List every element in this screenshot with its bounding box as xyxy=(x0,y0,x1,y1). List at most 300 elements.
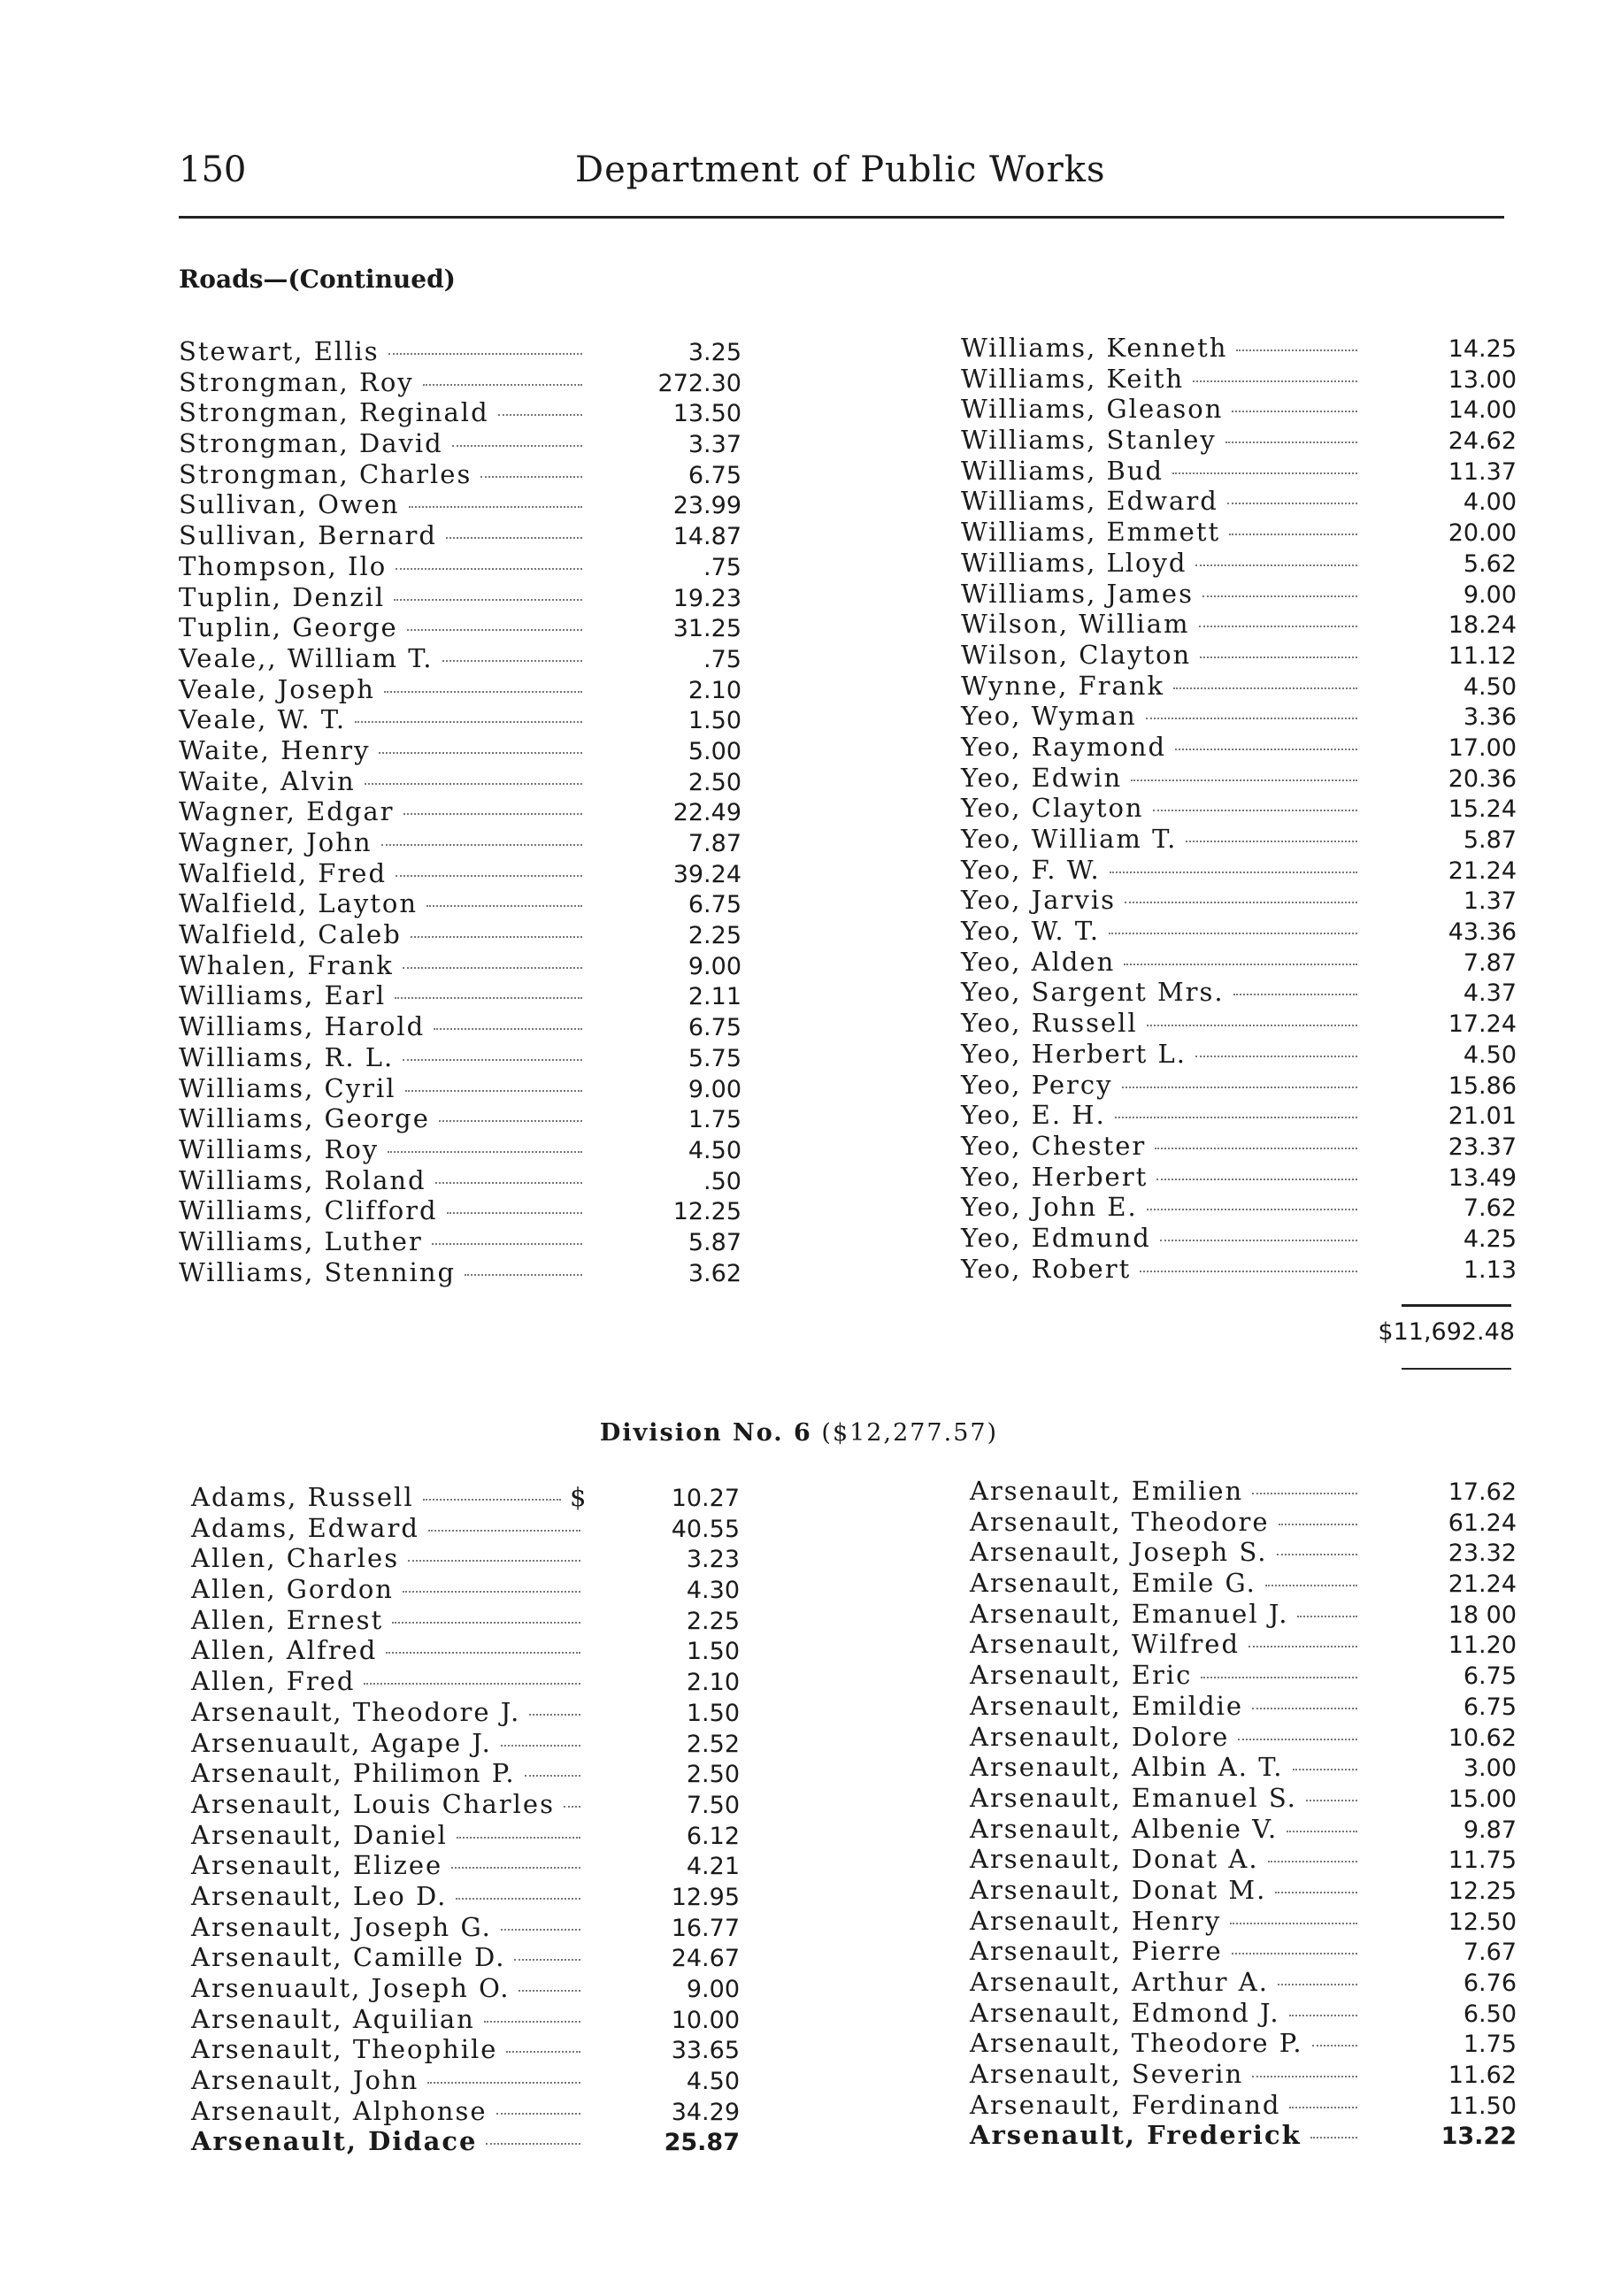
entry-name: Arsenault, Edmond J. xyxy=(970,1997,1280,2028)
list-item xyxy=(191,2096,740,2127)
dot-leader xyxy=(403,967,582,969)
entry-amount: 20.36 xyxy=(1448,764,1517,793)
list-item xyxy=(179,1257,741,1288)
entry-amount: 4.50 xyxy=(1463,1040,1517,1069)
header-rule xyxy=(179,216,1504,219)
list-item xyxy=(179,336,741,367)
dot-leader xyxy=(1268,1861,1357,1862)
entry-amount: 43.36 xyxy=(1448,918,1517,947)
entry-name: Arsenault, Theodore P. xyxy=(970,2028,1303,2059)
list-item xyxy=(961,701,1517,732)
entry-name: Veale,, William T. xyxy=(179,642,434,673)
list-item xyxy=(191,1666,740,1697)
entry-name: Williams, Emmett xyxy=(961,517,1221,548)
dot-leader xyxy=(1109,933,1357,934)
list-item xyxy=(970,1629,1517,1660)
dot-leader xyxy=(447,1212,582,1214)
total-rule-bottom xyxy=(1402,1368,1511,1370)
list-item xyxy=(961,1162,1517,1193)
entry-name: Arsenault, Philimon P. xyxy=(191,1758,516,1789)
dot-leader xyxy=(1225,442,1357,443)
entry-name: Yeo, Percy xyxy=(961,1069,1113,1100)
entry-amount: 33.65 xyxy=(671,2037,740,2065)
entry-name: Arsenault, Joseph S. xyxy=(970,1537,1268,1568)
dot-leader xyxy=(1297,1616,1357,1617)
entry-name: Yeo, Jarvis xyxy=(961,885,1117,916)
dot-leader xyxy=(435,1182,582,1184)
list-item xyxy=(970,1844,1517,1875)
list-item xyxy=(970,1906,1517,1937)
list-item xyxy=(179,827,741,858)
list-item xyxy=(179,1165,741,1196)
entry-amount: 21.01 xyxy=(1448,1102,1517,1131)
dot-leader xyxy=(1278,1984,1357,1985)
entry-amount: 15.24 xyxy=(1448,795,1517,824)
list-item xyxy=(191,1820,740,1851)
entry-amount: 1.13 xyxy=(1463,1256,1517,1284)
entry-amount: 9.00 xyxy=(688,1075,741,1103)
list-item xyxy=(179,520,741,551)
dot-leader xyxy=(486,2143,580,2145)
dot-leader xyxy=(1252,2076,1357,2077)
entry-name: Williams, Roland xyxy=(179,1164,426,1195)
roads-right-column xyxy=(961,333,1517,1284)
entry-amount: 3.36 xyxy=(1463,703,1517,732)
entry-name: Williams, Bud xyxy=(961,455,1164,486)
entry-amount: 14.25 xyxy=(1448,335,1517,363)
dot-leader xyxy=(403,813,582,815)
entry-name: Allen, Gordon xyxy=(191,1574,394,1605)
division-left-column xyxy=(191,1482,740,2157)
dot-leader xyxy=(1230,1923,1357,1924)
list-item xyxy=(961,1131,1517,1162)
list-item xyxy=(191,1728,740,1759)
list-item xyxy=(191,2004,740,2035)
entry-amount: 1.50 xyxy=(688,707,741,735)
dot-leader xyxy=(1140,1271,1357,1272)
entry-name: Williams, Roy xyxy=(179,1133,380,1164)
list-item xyxy=(179,428,741,459)
list-item xyxy=(191,1758,740,1789)
entry-name: Allen, Fred xyxy=(191,1666,356,1697)
dot-leader xyxy=(1275,1892,1357,1893)
dot-leader xyxy=(1277,1554,1358,1555)
dot-leader xyxy=(1147,1025,1357,1026)
dot-leader xyxy=(1287,1831,1357,1832)
list-item xyxy=(961,548,1517,579)
entry-amount: 2.50 xyxy=(688,768,741,796)
entry-amount: 272.30 xyxy=(657,369,741,397)
list-item xyxy=(970,2090,1517,2121)
dot-leader xyxy=(1195,1056,1357,1057)
entry-name: Arsenault, Donat M. xyxy=(970,1874,1267,1905)
entry-amount: 7.87 xyxy=(1463,948,1517,977)
entry-name: Waite, Henry xyxy=(179,734,371,765)
section-heading: Roads—(Continued) xyxy=(179,265,456,294)
entry-name: Williams, Luther xyxy=(179,1225,423,1256)
dot-leader xyxy=(442,660,582,662)
list-item xyxy=(191,1881,740,1912)
dot-leader xyxy=(426,905,582,907)
entry-name: Williams, Gleason xyxy=(961,394,1224,425)
dot-leader xyxy=(384,691,582,693)
entry-amount: 22.49 xyxy=(672,799,741,827)
dot-leader xyxy=(506,2051,580,2053)
dot-leader xyxy=(1153,810,1357,811)
list-item xyxy=(179,551,741,582)
dot-leader xyxy=(1279,1524,1357,1525)
dot-leader xyxy=(364,1683,580,1685)
entry-amount: 34.29 xyxy=(671,2098,740,2126)
dot-leader xyxy=(501,1929,580,1931)
list-item xyxy=(179,489,741,520)
dot-leader xyxy=(519,1990,580,1992)
list-item xyxy=(179,367,741,398)
entry-amount: 5.75 xyxy=(688,1044,741,1072)
entry-name: Arsenault, Elizee xyxy=(191,1850,443,1881)
entry-name: Arsenault, Camille D. xyxy=(191,1942,506,1973)
entry-amount: 9.00 xyxy=(1463,580,1517,609)
entry-name: Sullivan, Owen xyxy=(179,489,400,520)
dot-leader xyxy=(465,1274,582,1276)
entry-amount: 1.75 xyxy=(1463,2031,1517,2059)
dot-leader xyxy=(1227,503,1357,504)
list-item xyxy=(191,1574,740,1605)
entry-amount: 6.50 xyxy=(1463,2000,1517,2028)
dot-leader xyxy=(403,1059,582,1061)
entry-amount: 23.37 xyxy=(1448,1133,1517,1161)
entry-amount: 9.87 xyxy=(1463,1816,1517,1844)
entry-name: Arsenault, Dolore xyxy=(970,1721,1230,1752)
list-item xyxy=(961,885,1517,916)
entry-amount: 4.50 xyxy=(1463,672,1517,701)
dot-leader xyxy=(1201,1677,1357,1678)
dot-leader xyxy=(496,2113,581,2115)
list-item xyxy=(961,732,1517,763)
list-item xyxy=(961,916,1517,947)
entry-name: Williams, George xyxy=(179,1103,430,1134)
entry-name: Adams, Russell xyxy=(191,1482,414,1512)
list-item xyxy=(961,486,1517,517)
entry-name: Williams, Cyril xyxy=(179,1072,396,1103)
entry-name: Arsenault, Ferdinand xyxy=(970,2089,1281,2120)
entry-amount: 2.25 xyxy=(688,922,741,950)
entry-name: Wilson, Clayton xyxy=(961,639,1192,670)
entry-name: Waite, Alvin xyxy=(179,765,356,796)
dot-leader xyxy=(1306,1800,1357,1801)
dot-leader xyxy=(1252,1493,1357,1494)
entry-name: Strongman, David xyxy=(179,428,443,459)
list-item xyxy=(179,1195,741,1226)
entry-amount: 11.37 xyxy=(1448,457,1517,486)
dot-leader xyxy=(1115,1117,1357,1118)
list-item xyxy=(961,793,1517,824)
entry-amount: 2.52 xyxy=(686,1730,740,1758)
dot-leader xyxy=(451,1867,580,1869)
entry-amount: 16.77 xyxy=(671,1914,740,1942)
entry-name: Yeo, W. T. xyxy=(961,916,1101,947)
entry-name: Wilson, William xyxy=(961,609,1190,640)
entry-amount: 7.62 xyxy=(1463,1194,1517,1223)
entry-name: Williams, Clifford xyxy=(179,1195,438,1226)
entry-name: Yeo, Chester xyxy=(961,1130,1147,1161)
dot-leader xyxy=(1122,1087,1357,1088)
list-item xyxy=(961,1008,1517,1039)
dot-leader xyxy=(392,1622,580,1624)
list-item xyxy=(191,1973,740,2004)
entry-name: Arsenault, Joseph G. xyxy=(191,1911,492,1942)
list-item xyxy=(179,980,741,1011)
entry-amount: 24.67 xyxy=(671,1945,740,1973)
list-item xyxy=(961,824,1517,855)
entry-name: Arsenault, Didace xyxy=(191,2126,478,2157)
entry-amount: 23.32 xyxy=(1448,1540,1517,1568)
entry-name: Arsenault, Theophile xyxy=(191,2034,498,2065)
list-item xyxy=(961,517,1517,548)
roads-total: $11,692.48 xyxy=(1378,1318,1515,1346)
dot-leader xyxy=(1172,472,1357,474)
entry-name: Arsenault, Daniel xyxy=(191,1819,448,1850)
entry-name: Yeo, Herbert xyxy=(961,1161,1149,1192)
list-item xyxy=(191,1942,740,1973)
entry-name: Yeo, Russell xyxy=(961,1008,1138,1039)
entry-name: Stewart, Ellis xyxy=(179,336,380,366)
list-item xyxy=(970,1752,1517,1783)
entry-name: Wynne, Frank xyxy=(961,670,1165,701)
entry-amount: 4.21 xyxy=(686,1853,740,1881)
entry-name: Strongman, Charles xyxy=(179,458,472,489)
entry-name: Yeo, Raymond xyxy=(961,731,1167,762)
dot-leader xyxy=(1131,779,1357,781)
list-item xyxy=(191,2065,740,2096)
list-item xyxy=(961,394,1517,425)
entry-amount: 3.62 xyxy=(688,1259,741,1287)
dot-leader xyxy=(1125,902,1357,903)
dot-leader xyxy=(1156,1179,1357,1180)
entry-name: Arsenault, Emildie xyxy=(970,1690,1244,1721)
entry-amount: 11.50 xyxy=(1448,2092,1517,2120)
entry-name: Arsenault, Donat A. xyxy=(970,1844,1259,1875)
roads-left-column xyxy=(179,336,741,1287)
dot-leader xyxy=(456,1898,580,1900)
entry-name: Arsenault, Theodore J. xyxy=(191,1696,521,1727)
entry-amount: .75 xyxy=(703,553,741,581)
entry-amount: 17.24 xyxy=(1448,1010,1517,1039)
dot-leader xyxy=(439,1120,582,1122)
dot-leader xyxy=(514,1959,580,1961)
list-item xyxy=(961,977,1517,1008)
dot-leader xyxy=(452,445,582,447)
entry-amount: 4.50 xyxy=(686,2068,740,2096)
entry-amount: 10.27 xyxy=(671,1485,740,1512)
dot-leader xyxy=(1238,1739,1357,1740)
list-item xyxy=(179,582,741,613)
dot-leader xyxy=(1195,564,1357,566)
list-item xyxy=(179,950,741,981)
entry-name: Arsenault, Arthur A. xyxy=(970,1967,1269,1997)
dot-leader xyxy=(394,599,582,601)
entry-amount: 1.75 xyxy=(688,1106,741,1134)
dot-leader xyxy=(381,844,582,846)
entry-amount: 2.10 xyxy=(688,676,741,704)
dot-leader xyxy=(1147,1209,1357,1210)
entry-amount: 4.00 xyxy=(1463,488,1517,517)
entry-amount: 12.25 xyxy=(672,1198,741,1226)
list-item xyxy=(179,858,741,889)
entry-name: Yeo, F. W. xyxy=(961,854,1101,885)
entry-name: Veale, Joseph xyxy=(179,673,375,704)
dot-leader xyxy=(1310,2137,1357,2139)
entry-amount: 3.00 xyxy=(1463,1755,1517,1783)
list-item xyxy=(961,1100,1517,1131)
list-item xyxy=(191,1789,740,1820)
dot-leader xyxy=(423,1499,561,1501)
dot-leader xyxy=(432,1243,582,1245)
list-item xyxy=(970,1783,1517,1814)
entry-name: Sullivan, Bernard xyxy=(179,520,437,551)
list-item xyxy=(179,674,741,705)
entry-name: Allen, Alfred xyxy=(191,1635,378,1666)
entry-amount: 2.10 xyxy=(686,1669,740,1697)
division-heading xyxy=(0,1419,1598,1447)
dot-leader xyxy=(1202,595,1357,597)
dot-leader xyxy=(407,629,582,631)
entry-name: Tuplin, Denzil xyxy=(179,581,386,612)
list-item xyxy=(179,1134,741,1165)
entry-amount: 12.50 xyxy=(1448,1908,1517,1936)
entry-name: Yeo, E. H. xyxy=(961,1100,1106,1131)
dot-leader xyxy=(423,384,582,386)
list-item xyxy=(179,735,741,766)
dot-leader xyxy=(408,1560,580,1562)
entry-amount: 2.50 xyxy=(686,1761,740,1789)
entry-amount: 9.00 xyxy=(686,1976,740,2003)
entry-name: Arsenault, John xyxy=(191,2065,419,2096)
entry-name: Whalen, Frank xyxy=(179,949,394,980)
entry-name: Yeo, Clayton xyxy=(961,793,1144,824)
dot-leader xyxy=(1289,2107,1357,2108)
dot-leader xyxy=(1289,2015,1357,2016)
list-item xyxy=(191,1543,740,1574)
entry-amount: 11.20 xyxy=(1448,1632,1517,1660)
entry-name: Allen, Ernest xyxy=(191,1604,384,1635)
list-item xyxy=(970,2059,1517,2090)
entry-name: Allen, Charles xyxy=(191,1543,400,1574)
entry-amount: .75 xyxy=(703,645,741,673)
list-item xyxy=(961,855,1517,886)
entry-name: Yeo, Robert xyxy=(961,1253,1132,1284)
dot-leader xyxy=(365,783,582,785)
dot-leader xyxy=(1232,1953,1357,1954)
dot-leader xyxy=(403,1591,580,1593)
entry-name: Walfield, Layton xyxy=(179,888,419,919)
entry-amount: 25.87 xyxy=(664,2129,740,2157)
entry-amount: 6.76 xyxy=(1463,1970,1517,1997)
entry-name: Arsenault, Emilien xyxy=(970,1476,1244,1506)
entry-name: Arsenault, Eric xyxy=(970,1660,1193,1691)
list-item xyxy=(961,640,1517,671)
entry-amount: 9.00 xyxy=(688,952,741,980)
list-item xyxy=(961,579,1517,610)
entry-amount: 17.62 xyxy=(1448,1478,1517,1506)
list-item xyxy=(179,1226,741,1257)
list-item xyxy=(179,766,741,797)
entry-amount: 15.86 xyxy=(1448,1071,1517,1100)
list-item xyxy=(961,1039,1517,1070)
list-item xyxy=(970,1568,1517,1599)
division-label: Division No. 6 xyxy=(599,1419,812,1447)
entry-name: Arsenault, Leo D. xyxy=(191,1880,448,1911)
entry-amount: 21.24 xyxy=(1448,856,1517,885)
entry-name: Arsenuault, Agape J. xyxy=(191,1727,492,1758)
dot-leader xyxy=(1199,626,1358,627)
entry-name: Yeo, Herbert L. xyxy=(961,1038,1187,1069)
list-item xyxy=(970,1599,1517,1630)
dot-leader xyxy=(1265,1585,1357,1586)
division-amount: ($12,277.57) xyxy=(821,1419,999,1447)
list-item xyxy=(191,1850,740,1881)
entry-amount: 2.25 xyxy=(686,1607,740,1635)
list-item xyxy=(179,643,741,674)
entry-name: Arsenuault, Joseph O. xyxy=(191,1973,511,2003)
dot-leader xyxy=(1160,1240,1357,1241)
list-item xyxy=(191,2126,740,2157)
entry-name: Walfield, Caleb xyxy=(179,919,402,950)
entry-amount: 11.62 xyxy=(1448,2062,1517,2090)
entry-name: Arsenault, Albenie V. xyxy=(970,1813,1279,1844)
entry-amount: 6.75 xyxy=(1463,1693,1517,1721)
list-item xyxy=(179,704,741,735)
entry-amount: 19.23 xyxy=(672,584,741,612)
dot-leader xyxy=(1173,687,1357,689)
dot-leader xyxy=(1248,1646,1357,1647)
currency-symbol: $ xyxy=(570,1482,588,1512)
entry-name: Arsenault, Severin xyxy=(970,2059,1244,2090)
entry-amount: 10.62 xyxy=(1448,1724,1517,1752)
entry-name: Arsenault, Frederick xyxy=(970,2120,1302,2151)
list-item xyxy=(970,1476,1517,1507)
entry-name: Veale, W. T. xyxy=(179,704,347,735)
page-number: 150 xyxy=(179,150,247,190)
entry-amount: 15.00 xyxy=(1448,1785,1517,1813)
dot-leader xyxy=(409,506,582,508)
list-item xyxy=(970,1691,1517,1722)
entry-amount: 1.50 xyxy=(686,1638,740,1666)
list-item xyxy=(961,763,1517,794)
entry-amount: 14.00 xyxy=(1448,396,1517,425)
list-item xyxy=(961,609,1517,640)
dot-leader xyxy=(396,568,582,570)
entry-amount: 4.50 xyxy=(688,1136,741,1164)
list-item xyxy=(970,1722,1517,1753)
list-item xyxy=(961,1223,1517,1254)
entry-name: Williams, Keith xyxy=(961,363,1185,394)
dot-leader xyxy=(446,537,582,539)
list-item xyxy=(179,459,741,490)
entry-name: Arsenault, Emanuel S. xyxy=(970,1782,1297,1813)
list-item xyxy=(961,364,1517,395)
list-item xyxy=(191,1513,740,1544)
entry-amount: 1.50 xyxy=(686,1699,740,1727)
list-item xyxy=(179,1011,741,1042)
entry-name: Strongman, Reginald xyxy=(179,397,489,428)
list-item xyxy=(970,1998,1517,2029)
division-right-column xyxy=(970,1476,1517,2151)
entry-name: Williams, Kenneth xyxy=(961,333,1228,363)
list-item xyxy=(179,796,741,827)
entry-amount: 4.30 xyxy=(686,1577,740,1605)
running-head-title: Department of Public Works xyxy=(575,150,1106,190)
